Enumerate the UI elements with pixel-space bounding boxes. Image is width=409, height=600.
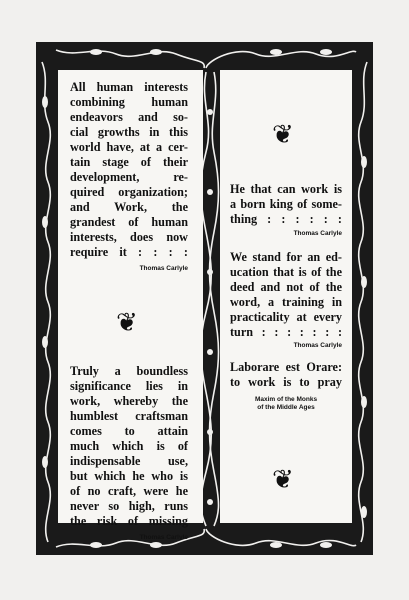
left-panel bbox=[58, 70, 203, 541]
fleuron-icon: ❦ bbox=[272, 120, 294, 150]
quote-4-text: We stand for an ed- ucation that is of the deed and not of the word, a training in practicality at every turn : : : : : : : bbox=[230, 250, 342, 339]
quote-5-author: Maxim of the Monks of the Middle Ages bbox=[254, 396, 318, 411]
quote-1-author: Thomas Carlyle bbox=[139, 265, 188, 272]
decorative-border-frame bbox=[36, 42, 373, 555]
quote-3-author: Thomas Carlyle bbox=[293, 230, 342, 237]
fleuron-icon: ❦ bbox=[116, 308, 138, 338]
quote-2-author: Thomas Carlyle bbox=[139, 534, 188, 541]
quote-5-text: Laborare est Orare: to work is to pray bbox=[230, 360, 342, 389]
right-panel bbox=[220, 70, 352, 523]
quote-4-author: Thomas Carlyle bbox=[293, 342, 342, 349]
quote-2-text: Truly a boundless significance lies in work, whereby the humblest craftsman comes to attain much which is of indispensable use, but which he who is of no craft, were he never so high, runs the risk of missing bbox=[70, 364, 188, 528]
fleuron-icon: ❦ bbox=[272, 465, 294, 495]
quote-3-text: He that can work is a born king of some- thing : : : : : : bbox=[230, 182, 342, 226]
quote-1-text: All human interests combining human endeavors and so- cial growths in this world have, at a cer- tain stage of their development, re- quired organization; and Work, the grandest of human interests, does now require it : : : : bbox=[70, 80, 188, 259]
